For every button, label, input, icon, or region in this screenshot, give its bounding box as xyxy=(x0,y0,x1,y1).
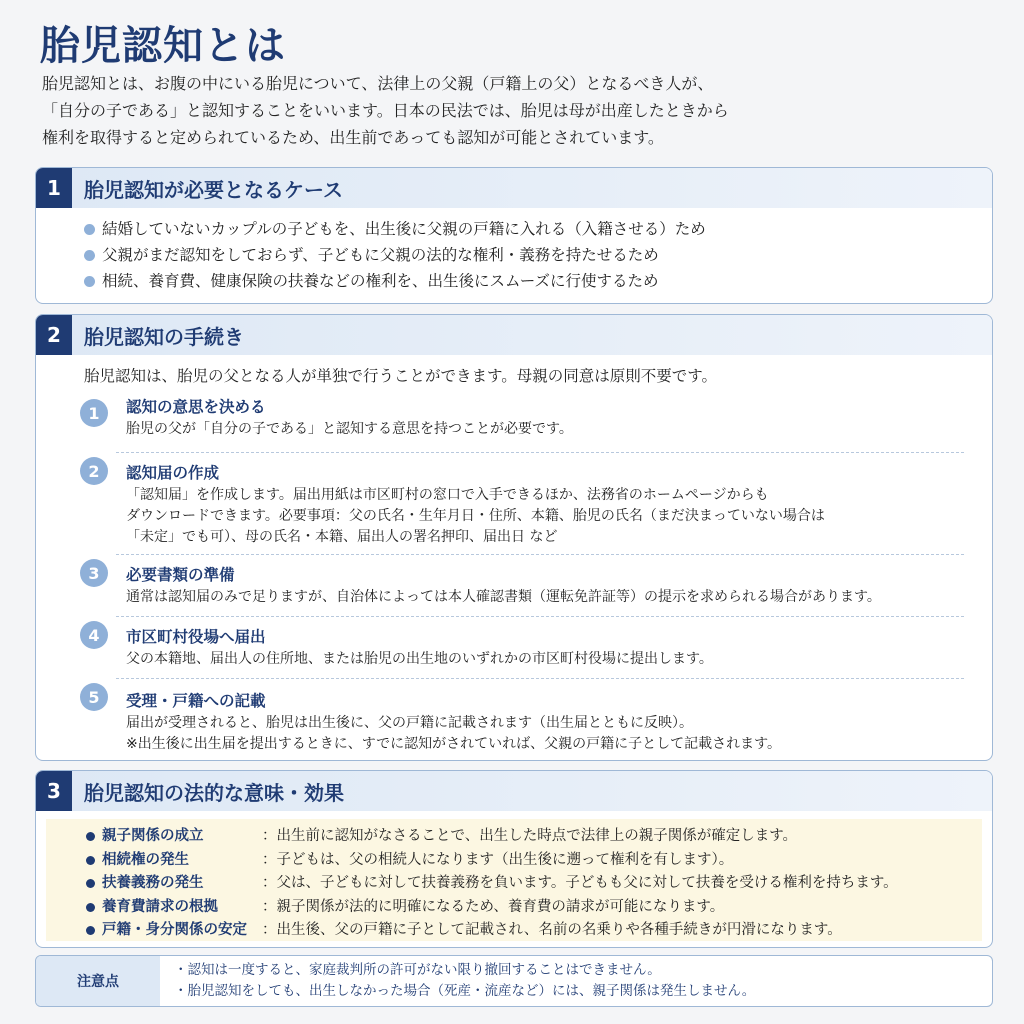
step-line: 「認知届」を作成します。届出用紙は市区町村の窓口で入手できるほか、法務省のホームページからも xyxy=(126,487,769,503)
procedure-step xyxy=(88,617,964,679)
bullet-dot-icon xyxy=(86,832,95,841)
effect-key-text: 養育費請求の根拠 xyxy=(102,898,218,915)
notes-box xyxy=(35,955,993,1007)
effect-value: ：出生前に認知がなさることで、出生した時点で法律上の親子関係が確定します。 xyxy=(262,828,798,844)
procedure-step xyxy=(88,555,964,617)
step-body xyxy=(116,649,964,676)
step-title: 認知の意思を決める xyxy=(126,398,266,416)
note-line: ・認知は一度すると、家庭裁判所の許可がない限り撤回することはできません。 xyxy=(174,962,661,978)
section-procedure xyxy=(35,314,993,761)
list-item xyxy=(84,242,992,268)
notes-label: 注意点 xyxy=(36,956,160,1006)
procedure-step xyxy=(88,395,964,453)
step-line: 「未定」でも可）、母の氏名・本籍、届出人の署名押印、届出日 など xyxy=(126,529,558,545)
intro-line: 胎児認知とは、お腹の中にいる胎児について、法律上の父親（戸籍上の父）となるべき人が、 xyxy=(42,74,714,93)
intro-line: 権利を取得すると定められているため、出生前であっても認知が可能とされています。 xyxy=(42,128,664,147)
section-number: 1 xyxy=(36,168,72,208)
section-number: 3 xyxy=(36,771,72,811)
list-item-text: 父親がまだ認知をしておらず、子どもに父親の法的な権利・義務を持たせるため xyxy=(102,246,659,264)
step-number-badge: 1 xyxy=(80,399,108,427)
step-line: 届出が受理されると、胎児は出生後に、父の戸籍に記載されます（出生届とともに反映）。 xyxy=(126,715,693,731)
effect-row xyxy=(86,825,982,849)
effect-key xyxy=(86,896,262,920)
notes-body xyxy=(160,956,755,1006)
effect-key xyxy=(86,849,262,873)
effect-key xyxy=(86,825,262,849)
step-body xyxy=(116,713,964,761)
section-legal-effects xyxy=(35,770,993,948)
effects-box xyxy=(46,819,982,941)
effect-row xyxy=(86,872,982,896)
step-line: 胎児の父が「自分の子である」と認知する意思を持つことが必要です。 xyxy=(126,421,573,437)
section-cases xyxy=(35,167,993,304)
intro-paragraph xyxy=(42,70,992,151)
step-line: 父の本籍地、届出人の住所地、または胎児の出生地のいずれかの市区町村役場に提出します。 xyxy=(126,651,713,667)
effect-key-text: 親子関係の成立 xyxy=(102,828,204,844)
intro-line: 「自分の子である」と認知することをいいます。日本の民法では、胎児は母が出産したときから xyxy=(42,101,729,120)
bullet-dot-icon xyxy=(86,879,95,888)
bullet-dot-icon xyxy=(86,903,95,912)
effect-row xyxy=(86,896,982,920)
step-body xyxy=(116,587,964,614)
list-item xyxy=(84,216,992,242)
bullet-dot-icon xyxy=(86,856,95,865)
case-list xyxy=(36,208,992,294)
effect-row xyxy=(86,919,982,943)
bullet-dot-icon xyxy=(84,250,95,261)
page-title: 胎児認知とは xyxy=(40,23,286,69)
effect-key-text: 扶養義務の発生 xyxy=(102,875,204,891)
effect-value: ：親子関係が法的に明確になるため、養育費の請求が可能になります。 xyxy=(262,898,725,915)
step-title: 市区町村役場へ届出 xyxy=(126,628,266,646)
note-line: ・胎児認知をしても、出生しなかった場合（死産・流産など）には、親子関係は発生しません。 xyxy=(174,983,756,999)
bullet-dot-icon xyxy=(86,926,95,935)
effect-key xyxy=(86,872,262,896)
step-line: ダウンロードできます。必要事項：父の氏名・生年月日・住所、本籍、胎児の氏名（まだ決まっていない場合は xyxy=(126,508,825,524)
step-title: 認知届の作成 xyxy=(126,464,220,482)
section-title: 胎児認知の手続き xyxy=(84,324,244,349)
step-number-badge: 3 xyxy=(80,559,108,587)
step-number-badge: 5 xyxy=(80,683,108,711)
effect-value: ：出生後、父の戸籍に子として記載され、名前の名乗りや各種手続きが円滑になります。 xyxy=(262,922,842,938)
procedure-step xyxy=(88,679,964,752)
bullet-dot-icon xyxy=(84,224,95,235)
effect-key-text: 相続権の発生 xyxy=(102,851,189,868)
effect-key xyxy=(86,919,262,943)
effect-value: ：子どもは、父の相続人になります（出生後に遡って権利を有します）。 xyxy=(262,851,734,868)
step-number-badge: 2 xyxy=(80,457,108,485)
effect-row xyxy=(86,849,982,873)
step-line: ※出生後に出生届を提出するときに、すでに認知がされていれば、父親の戸籍に子として記載されます。 xyxy=(126,736,782,752)
effect-value: ：父は、子どもに対して扶養義務を負います。子どもも父に対して扶養を受ける権利を持ちます。 xyxy=(262,875,898,891)
list-item-text: 結婚していないカップルの子どもを、出生後に父親の戸籍に入れる（入籍させる）ため xyxy=(102,220,706,238)
step-body xyxy=(116,485,964,554)
step-body xyxy=(116,419,964,446)
section-title: 胎児認知の法的な意味・効果 xyxy=(84,780,344,805)
section-title: 胎児認知が必要となるケース xyxy=(84,177,343,202)
step-title: 必要書類の準備 xyxy=(126,566,235,584)
procedure-lead: 胎児認知は、胎児の父となる人が単独で行うことができます。母親の同意は原則不要です。 xyxy=(84,367,718,385)
bullet-dot-icon xyxy=(84,276,95,287)
step-title: 受理・戸籍への記載 xyxy=(126,692,266,710)
section-header xyxy=(36,168,992,208)
list-item-text: 相続、養育費、健康保険の扶養などの権利を、出生後にスムーズに行使するため xyxy=(102,272,659,290)
step-line: 通常は認知届のみで足りますが、自治体によっては本人確認書類（運転免許証等）の提示を求められる場合があります。 xyxy=(126,589,881,605)
effect-key-text: 戸籍・身分関係の安定 xyxy=(102,922,247,938)
section-header xyxy=(36,315,992,355)
step-number-badge: 4 xyxy=(80,621,108,649)
section-number: 2 xyxy=(36,315,72,355)
list-item xyxy=(84,268,992,294)
procedure-step xyxy=(88,453,964,555)
section-header xyxy=(36,771,992,811)
